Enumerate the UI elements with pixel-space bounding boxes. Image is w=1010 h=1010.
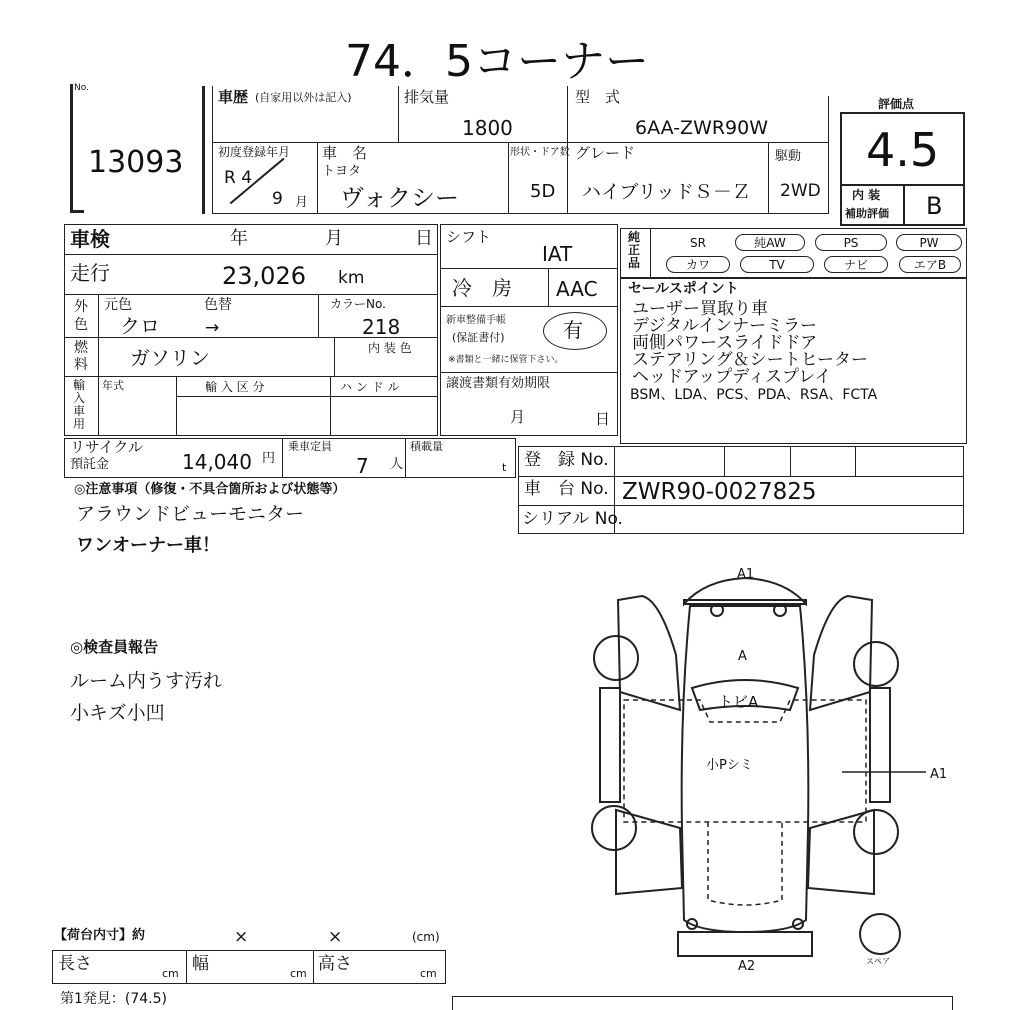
- drive-label: 駆動: [775, 149, 802, 164]
- exterior-orig-label: 元色: [104, 297, 132, 313]
- cargo-x2: ×: [328, 927, 343, 947]
- maintenance-note: ※書類と一緒に保管下さい。: [448, 355, 564, 365]
- aircon-value: AAC: [556, 277, 598, 301]
- fuel-label: 燃 料: [74, 340, 88, 373]
- inspector-line-2: 小キズ小凹: [70, 702, 165, 724]
- color-no: 218: [362, 315, 401, 339]
- transfer-day: 日: [595, 410, 611, 428]
- cargo-height-unit: cm: [420, 967, 437, 980]
- maintenance-value: 有: [563, 318, 583, 342]
- first-reg-era-year: R 4: [224, 168, 253, 188]
- cargo-width-label: 幅: [192, 954, 209, 974]
- diagram-spare-label: スペア: [866, 957, 890, 966]
- equip-navi: ナビ: [824, 256, 888, 273]
- equip-leather: カワ: [666, 256, 730, 273]
- sales-points-label: セールスポイント: [628, 281, 739, 297]
- inspector-line-1: ルーム内うす汚れ: [70, 670, 223, 692]
- notes-line-2: ワンオーナー車！: [76, 535, 220, 556]
- score-label: 評価点: [878, 97, 915, 111]
- grade-label: グレード: [575, 144, 636, 162]
- inspection-year: 年: [230, 228, 248, 249]
- import-label: 輸 入 車 用: [73, 378, 86, 431]
- grade-value: ハイブリッドＳ－Ｚ: [582, 181, 751, 203]
- drive-value: 2WD: [780, 181, 821, 201]
- capacity-unit: 人: [390, 457, 404, 472]
- interior-label-2: 補助評価: [845, 207, 889, 220]
- sales-point-2: デジタルインナーミラー: [632, 316, 818, 336]
- recycle-label-2: 預託金: [70, 457, 110, 472]
- diagram-bottom-label: A2: [738, 959, 756, 974]
- cargo-x1: ×: [234, 927, 249, 947]
- import-handle-label: ハ ン ド ル: [340, 380, 400, 394]
- exterior-orig: クロ: [120, 314, 160, 338]
- sales-point-1: ユーザー買取り車: [632, 299, 768, 319]
- equip-ps: PS: [815, 234, 887, 251]
- shift-label: シフト: [446, 228, 492, 246]
- maintenance-label-1: 新車整備手帳: [446, 315, 506, 326]
- load-unit: t: [502, 461, 507, 474]
- cargo-label: 【荷台内寸】約: [54, 928, 146, 943]
- body-label: 形状・ドア数: [510, 147, 570, 158]
- cargo-width-unit: cm: [290, 967, 307, 980]
- recycle-label-1: リサイクル: [70, 438, 143, 456]
- equip-airbag: エアB: [899, 256, 961, 273]
- import-class-label: 輸 入 区 分: [205, 380, 265, 394]
- sales-point-3: 両側パワースライドドア: [632, 333, 818, 353]
- diagram-side-label: A1: [930, 767, 948, 782]
- inspection-label: 車検: [70, 227, 110, 251]
- diagram-interior-label: 小Pシミ: [706, 758, 753, 773]
- inspection-month: 月: [325, 228, 343, 249]
- car-name-label: 車 名: [322, 144, 368, 162]
- displacement-label: 排気量: [404, 88, 450, 106]
- mileage-label: 走行: [70, 261, 110, 285]
- car-name: ヴォクシー: [340, 184, 460, 212]
- model-value: 6AA-ZWR90W: [635, 117, 769, 139]
- equip-alloy-wheel: 純AW: [735, 234, 805, 251]
- score-value: 4.5: [866, 123, 940, 177]
- inspector-label: ◎検査員報告: [70, 638, 159, 656]
- import-year-label: 年式: [102, 379, 124, 392]
- chassis-label: 車 台 No.: [524, 479, 609, 499]
- cargo-unit: (cm): [412, 930, 440, 944]
- diagram-top-label: A1: [737, 567, 755, 582]
- interior-score: B: [926, 192, 943, 220]
- transfer-label: 譲渡書類有効期限: [446, 376, 551, 391]
- cargo-length-unit: cm: [162, 967, 179, 980]
- aircon-label: 冷 房: [452, 276, 512, 300]
- page-title: 74．5コーナー: [345, 36, 649, 87]
- first-reg-month-unit: 月: [295, 195, 309, 210]
- cargo-length-label: 長さ: [58, 954, 92, 974]
- chassis-number: ZWR90-0027825: [622, 479, 817, 505]
- sales-point-6: BSM、LDA、PCS、PDA、RSA、FCTA: [630, 387, 878, 403]
- first-reg-label: 初度登録年月: [218, 145, 291, 159]
- recycle-value: 14,040: [182, 450, 252, 474]
- displacement-value: 1800: [462, 116, 513, 140]
- load-label: 積載量: [410, 440, 443, 453]
- diagram-hood-label: A: [738, 649, 747, 664]
- transfer-month: 月: [510, 408, 526, 426]
- interior-label-1: 内 装: [852, 188, 881, 202]
- sales-point-5: ヘッドアップディスプレイ: [632, 367, 832, 387]
- fuel-value: ガソリン: [130, 346, 210, 370]
- first-reg-month: 9: [272, 189, 283, 209]
- equip-sr: SR: [690, 236, 706, 250]
- body-value: 5D: [530, 181, 556, 202]
- mileage-value: 23,026: [222, 262, 306, 290]
- exterior-label: 外 色: [74, 299, 88, 333]
- capacity-label: 乗車定員: [288, 440, 332, 453]
- color-no-label: カラーNo.: [330, 297, 386, 311]
- inspection-day: 日: [415, 228, 433, 249]
- notes-label: ◎注意事項（修復・不具合箇所および状態等）: [74, 482, 346, 497]
- recycle-unit: 円: [262, 451, 276, 466]
- model-label: 型 式: [575, 88, 621, 106]
- history-note: (自家用以外は記入): [255, 91, 352, 104]
- notes-line-1: アラウンドビューモニター: [76, 503, 305, 525]
- mileage-unit: km: [338, 268, 365, 288]
- equip-pw: PW: [896, 234, 962, 251]
- diagram-roof-label: トビA: [718, 693, 759, 711]
- exterior-changed-label: 色替: [204, 297, 232, 313]
- equipment-label: 純 正 品: [628, 230, 641, 270]
- capacity-value: 7: [356, 454, 369, 478]
- sales-point-4: ステアリング＆シートヒーター: [632, 350, 868, 370]
- lot-bracket: [70, 84, 73, 212]
- serial-label: シリアル No.: [522, 509, 623, 529]
- cargo-footer: 第1発見：(74.5): [60, 991, 168, 1007]
- registration-label: 登 録 No.: [524, 450, 609, 470]
- equip-tv: TV: [740, 256, 814, 273]
- lot-label: No.: [74, 83, 89, 93]
- interior-color-label: 内 装 色: [368, 341, 412, 355]
- history-label: 車歴: [218, 88, 249, 106]
- shift-value: IAT: [542, 242, 573, 266]
- lot-number: 13093: [88, 145, 184, 180]
- maintenance-label-2: (保証書付): [452, 331, 505, 344]
- car-maker: トヨタ: [322, 164, 362, 179]
- cargo-height-label: 高さ: [318, 954, 352, 974]
- exterior-arrow: →: [205, 318, 220, 338]
